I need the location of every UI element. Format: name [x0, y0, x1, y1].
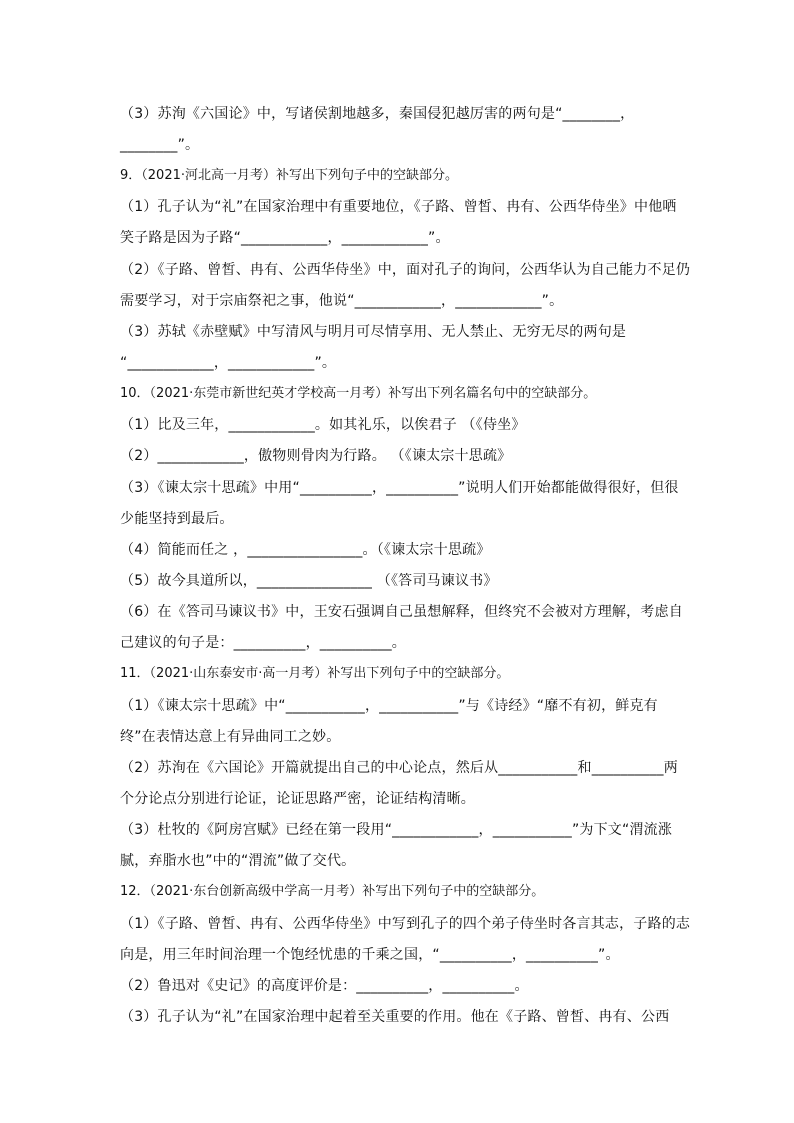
- text-line: ________”。: [120, 137, 200, 153]
- text-line: 笑子路是因为子路“____________，____________”。: [120, 230, 450, 246]
- text-line: （2）苏洵在《六国论》开篇就提出自己的中心论点，然后从___________和__________两: [120, 760, 678, 776]
- text-line: 少能坚持到最后。: [120, 511, 234, 527]
- text-line: 个分论点分别进行论证，论证思路严密，论证结构清晰。: [120, 791, 475, 807]
- text-line: （1）孔子认为“礼”在国家治理中有重要地位，《子路、曾皙、冉有、公西华侍坐》中他哂: [120, 199, 677, 215]
- text-line: （4）简能而任之 ，________________。（《谏太宗十思疏》: [120, 542, 491, 558]
- text-line: （1）《子路、曾皙、冉有、公西华侍坐》中写到孔子的四个弟子侍坐时各言其志，子路的志: [120, 916, 691, 932]
- text-line: 腻，弃脂水也”中的“渭流”做了交代。: [120, 853, 356, 869]
- question-heading: 11．（2021·山东泰安市·高一月考）补写出下列句子中的空缺部分。: [120, 666, 510, 681]
- text-line: （5）故今具道所以，________________ （《答司马谏议书》: [120, 573, 498, 589]
- text-line: （1）《谏太宗十思疏》中“___________，___________”与《诗经》“靡不有初，鲜克有: [120, 698, 658, 714]
- question-heading: 10．（2021·东莞市新世纪英才学校高一月考）补写出下列名篇名句中的空缺部分。: [120, 386, 597, 401]
- text-line: （1）比及三年，____________。如其礼乐，以俟君子 （《侍坐》: [120, 417, 526, 433]
- text-line: “____________，____________”。: [120, 355, 337, 371]
- text-line: （3）《谏太宗十思疏》中用“__________，__________”说明人们开始都能做得很好，但很: [120, 480, 679, 496]
- text-line: （2）鲁迅对《史记》的高度评价是：__________，__________。: [120, 978, 529, 994]
- question-heading: 9．（2021·河北高一月考）补写出下列句子中的空缺部分。: [120, 168, 458, 183]
- text-line: 己建议的句子是：__________，__________。: [120, 635, 406, 651]
- text-line: 终”在表情达意上有异曲同工之妙。: [120, 729, 341, 745]
- text-line: （6）在《答司马谏议书》中，王安石强调自己虽想解释，但终究不会被对方理解，考虑自: [120, 604, 683, 620]
- text-line: （3）孔子认为“礼”在国家治理中起着至关重要的作用。他在《子路、曾皙、冉有、公西: [120, 1009, 670, 1025]
- text-line: （3）杜牧的《阿房宫赋》已经在第一段用“____________，___________”为下文“渭流涨: [120, 822, 673, 838]
- text-line: （3）苏轼《赤壁赋》中写清风与明月可尽情享用、无人禁止、无穷无尽的两句是: [120, 324, 627, 340]
- text-line: （3）苏洵《六国论》中，写诸侯割地越多，秦国侵犯越厉害的两句是“________，: [120, 106, 635, 122]
- text-line: （2）____________，傲物则骨肉为行路。 （《谏太宗十思疏》: [120, 448, 512, 464]
- question-heading: 12．（2021·东台创新高级中学高一月考）补写出下列句子中的空缺部分。: [120, 884, 545, 899]
- text-line: （2）《子路、曾皙、冉有、公西华侍坐》中，面对孔子的询问，公西华认为自己能力不足仍: [120, 262, 691, 278]
- text-line: 向是，用三年时间治理一个饱经忧患的千乘之国，“__________，__________”。: [120, 947, 620, 963]
- text-line: 需要学习，对于宗庙祭祀之事，他说“____________，____________”。: [120, 293, 564, 309]
